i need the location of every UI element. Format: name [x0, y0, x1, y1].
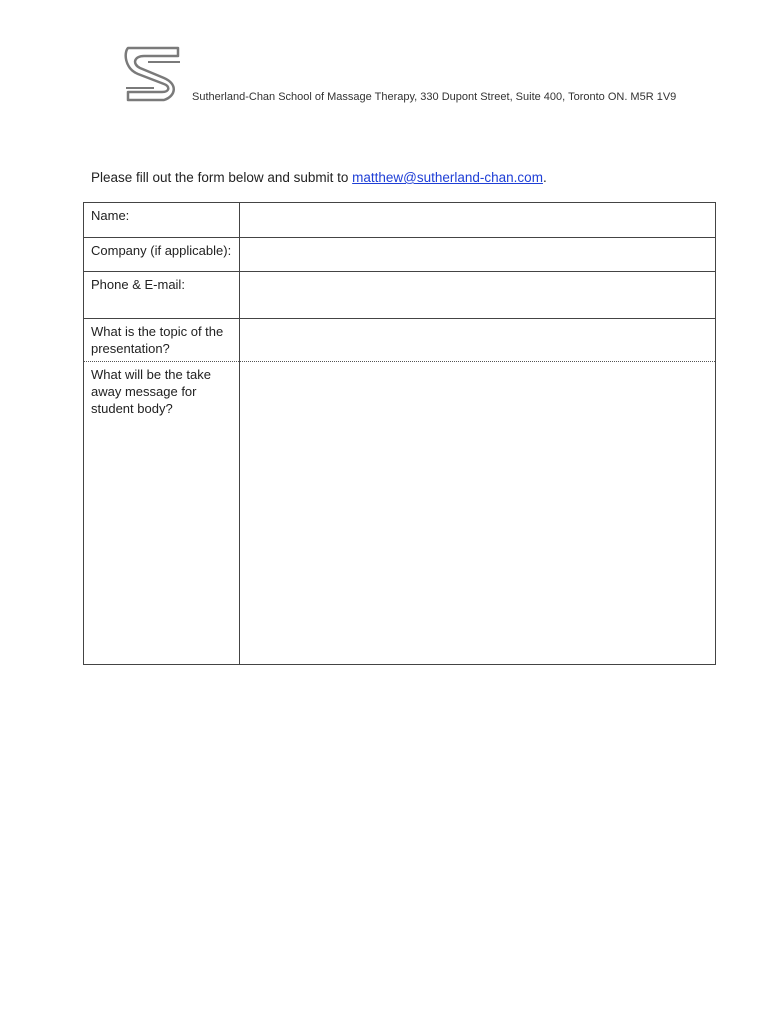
- company-label: Company (if applicable):: [84, 238, 240, 272]
- take-away-message-field-cell: [240, 362, 716, 665]
- take-away-message-label: What will be the take away message for student body?: [84, 362, 240, 665]
- form-row-company: [84, 238, 716, 272]
- phone-email-field[interactable]: [240, 272, 715, 318]
- name-field[interactable]: [240, 203, 715, 237]
- topic-label: What is the topic of the presentation?: [84, 319, 240, 362]
- topic-field-cell: [240, 319, 716, 362]
- email-link[interactable]: matthew@sutherland-chan.com: [352, 170, 543, 185]
- name-label: Name:: [84, 203, 240, 238]
- company-field[interactable]: [240, 238, 715, 271]
- presentation-form-table: [83, 202, 716, 665]
- form-instruction: [91, 170, 547, 185]
- form-row-topic: [84, 319, 716, 362]
- form-row-name: [84, 203, 716, 238]
- topic-field[interactable]: [240, 319, 715, 361]
- form-row-phone-email: [84, 272, 716, 319]
- form-row-take-away-message: [84, 362, 716, 665]
- school-logo: [120, 44, 186, 104]
- sutherland-chan-s-logo-icon: [120, 44, 186, 104]
- instruction-period: .: [542, 170, 547, 185]
- take-away-message-field[interactable]: [240, 362, 715, 664]
- phone-email-field-cell: [240, 272, 716, 319]
- instruction-text: Please fill out the form below and submit to: [91, 170, 353, 185]
- company-field-cell: [240, 238, 716, 272]
- name-field-cell: [240, 203, 716, 238]
- school-address: Sutherland-Chan School of Massage Therapy, 330 Dupont Street, Suite 400, Toronto ON. M5R 1V9: [192, 91, 677, 103]
- phone-email-label: Phone & E-mail:: [84, 272, 240, 319]
